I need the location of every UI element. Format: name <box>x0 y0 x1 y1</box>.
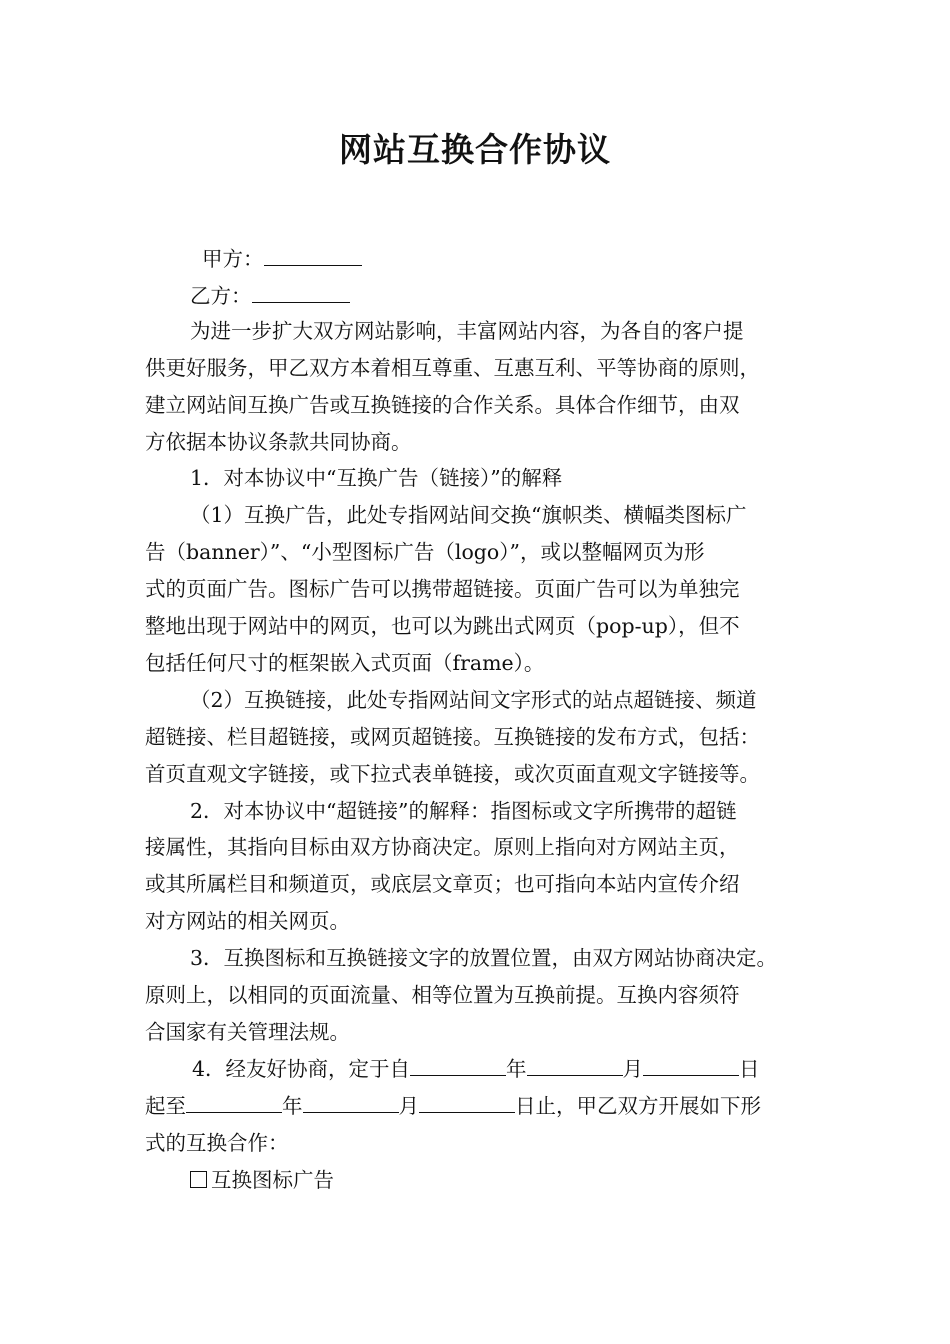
end-day-blank[interactable] <box>419 1094 515 1113</box>
intro-line: 方依据本协议条款共同协商。 <box>145 430 412 454</box>
start-year-blank[interactable] <box>410 1057 506 1076</box>
day-label: 日 <box>739 1057 760 1081</box>
party-b-blank[interactable] <box>252 284 350 303</box>
clause3-line: 合国家有关管理法规。 <box>145 1020 350 1044</box>
year-label: 年 <box>282 1094 303 1118</box>
clause1-heading: 1．对本协议中“互换广告（链接）”的解释 <box>190 466 563 490</box>
end-suffix: 日止，甲乙双方开展如下形 <box>515 1094 761 1118</box>
clause4-line-2 <box>145 1091 761 1121</box>
option-label: 互换图标广告 <box>211 1168 334 1192</box>
month-label: 月 <box>622 1057 644 1081</box>
clause1-sub1-line: （1）互换广告，此处专指网站间交换“旗帜类、横幅类图标广 <box>190 503 747 527</box>
year-label: 年 <box>506 1057 527 1081</box>
party-b-label: 乙方： <box>190 284 252 308</box>
clause1-sub1-line: 整地出现于网站中的网页，也可以为跳出式网页（pop-up），但不 <box>145 614 740 638</box>
start-month-blank[interactable] <box>527 1057 623 1076</box>
intro-line: 建立网站间互换广告或互换链接的合作关系。具体合作细节，由双 <box>145 393 740 417</box>
party-a-line <box>202 244 362 274</box>
start-day-blank[interactable] <box>643 1057 739 1076</box>
end-year-blank[interactable] <box>186 1094 282 1113</box>
clause1-sub2-line: （2）互换链接，此处专指网站间文字形式的站点超链接、频道 <box>190 688 757 712</box>
party-a-blank[interactable] <box>264 247 362 266</box>
option-line <box>190 1165 334 1195</box>
clause4-line-1 <box>192 1054 760 1084</box>
clause3-line: 原则上，以相同的页面流量、相等位置为互换前提。互换内容须符 <box>145 983 740 1007</box>
end-month-blank[interactable] <box>303 1094 399 1113</box>
clause3-line: 3．互换图标和互换链接文字的放置位置，由双方网站协商决定。 <box>190 946 778 970</box>
party-a-label: 甲方： <box>202 247 264 271</box>
clause1-sub1-line: 告（banner）”、“小型图标广告（logo）”，或以整幅网页为形 <box>145 540 705 564</box>
clause1-sub1-line: 包括任何尺寸的框架嵌入式页面（frame）。 <box>145 651 545 675</box>
option-checkbox[interactable] <box>190 1171 207 1188</box>
clause2-line: 对方网站的相关网页。 <box>145 909 350 933</box>
clause2-line: 或其所属栏目和频道页，或底层文章页；也可指向本站内宣传介绍 <box>145 872 740 896</box>
clause4-line-3: 式的互换合作： <box>145 1131 289 1155</box>
intro-line: 供更好服务，甲乙双方本着相互尊重、互惠互利、平等协商的原则， <box>145 356 760 380</box>
clause2-line: 接属性，其指向目标由双方协商决定。原则上指向对方网站主页， <box>145 835 740 859</box>
clause4-lead: 4．经友好协商，定于自 <box>192 1057 411 1081</box>
document-title: 网站互换合作协议 <box>339 130 611 169</box>
from-to-label: 起至 <box>145 1094 186 1118</box>
clause1-sub2-line: 首页直观文字链接，或下拉式表单链接，或次页面直观文字链接等。 <box>145 762 760 786</box>
clause1-sub1-line: 式的页面广告。图标广告可以携带超链接。页面广告可以为单独完 <box>145 577 740 601</box>
month-label: 月 <box>398 1094 419 1118</box>
clause1-sub2-line: 超链接、栏目超链接，或网页超链接。互换链接的发布方式，包括： <box>145 725 760 749</box>
intro-line: 为进一步扩大双方网站影响，丰富网站内容，为各自的客户提 <box>190 319 744 343</box>
clause2-line: 2．对本协议中“超链接”的解释：指图标或文字所携带的超链 <box>190 799 737 823</box>
party-b-line <box>190 281 350 311</box>
